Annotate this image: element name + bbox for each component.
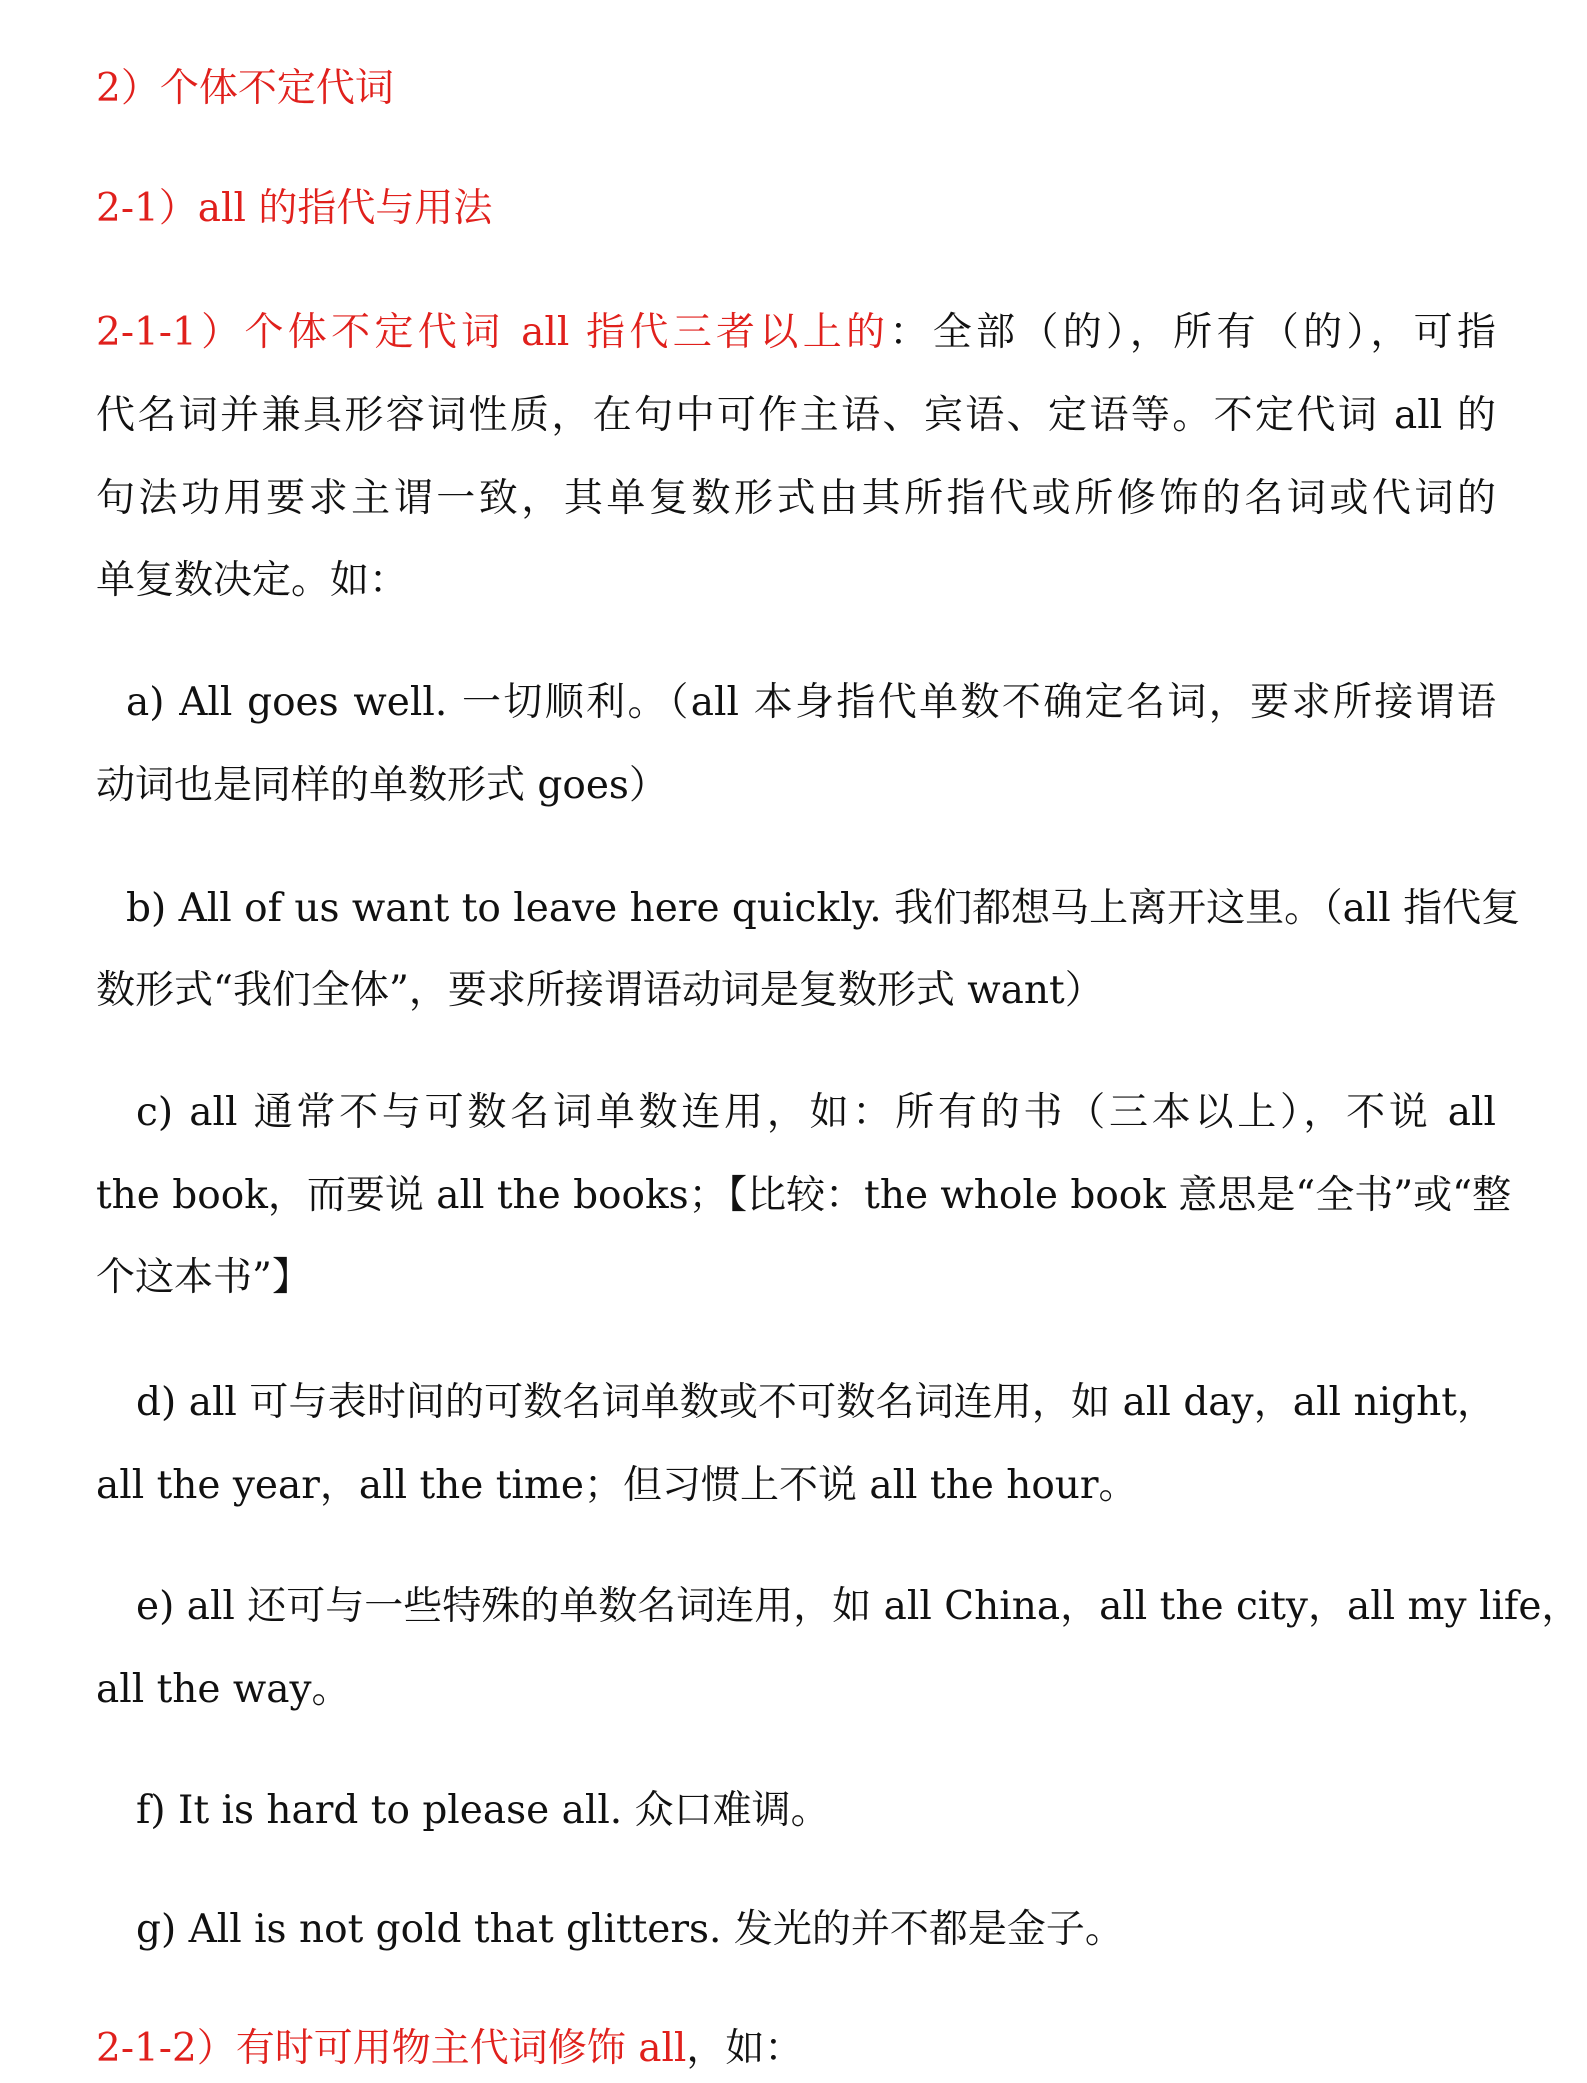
section-2-1-2-rest: ，如： — [686, 2026, 804, 2071]
paragraph-2-1-1-line-1 — [96, 310, 1496, 357]
example-c-line-2: the book，而要说 all the books；【比较：the whole book 意思是“全书”或“整 — [96, 1173, 1512, 1218]
example-b-line-2: 数形式“我们全体”，要求所接谓语动词是复数形式 want） — [96, 968, 1104, 1013]
example-d-line-2: all the year，all the time；但习惯上不说 all the hour。 — [96, 1463, 1138, 1508]
paragraph-2-1-1-line-2: 代名词并兼具形容词性质，在句中可作主语、宾语、定语等。不定代词 all 的 — [96, 393, 1496, 438]
example-e-line-1: e) all 还可与一些特殊的单数名词连用，如 all China，all the city，all my life， — [136, 1584, 1581, 1629]
paragraph-2-1-2 — [96, 2026, 803, 2073]
example-a-line-1: a) All goes well. 一切顺利。（all 本身指代单数不确定名词，要求所接谓语 — [126, 680, 1496, 725]
section-2-1-1-line1-rest: ：全部（的），所有（的），可指 — [889, 310, 1496, 355]
heading-all-usage: 2-1）all 的指代与用法 — [96, 186, 493, 231]
example-e-line-2: all the way。 — [96, 1667, 351, 1712]
section-2-1-1-label: 2-1-1）个体不定代词 all 指代三者以上的 — [96, 310, 890, 355]
example-f: f) It is hard to please all. 众口难调。 — [136, 1788, 830, 1833]
paragraph-2-1-1-line-4: 单复数决定。如： — [96, 558, 409, 603]
paragraph-2-1-1-line-3: 句法功用要求主谓一致，其单复数形式由其所指代或所修饰的名词或代词的 — [96, 476, 1496, 521]
example-b-line-1: b) All of us want to leave here quickly. 我们都想马上离开这里。（all 指代复 — [126, 886, 1521, 931]
heading-personal-indefinite-pronouns: 2）个体不定代词 — [96, 66, 394, 111]
example-a-line-2: 动词也是同样的单数形式 goes） — [96, 763, 668, 808]
section-2-1-2-label: 2-1-2）有时可用物主代词修饰 all — [96, 2026, 687, 2071]
example-d-line-1: d) all 可与表时间的可数名词单数或不可数名词连用，如 all day，all night， — [136, 1380, 1496, 1425]
example-c-line-3: 个这本书”】 — [96, 1255, 311, 1300]
example-c-line-1: c) all 通常不与可数名词单数连用，如：所有的书（三本以上），不说 all — [136, 1090, 1496, 1135]
example-g: g) All is not gold that glitters. 发光的并不都是金子。 — [136, 1907, 1124, 1952]
